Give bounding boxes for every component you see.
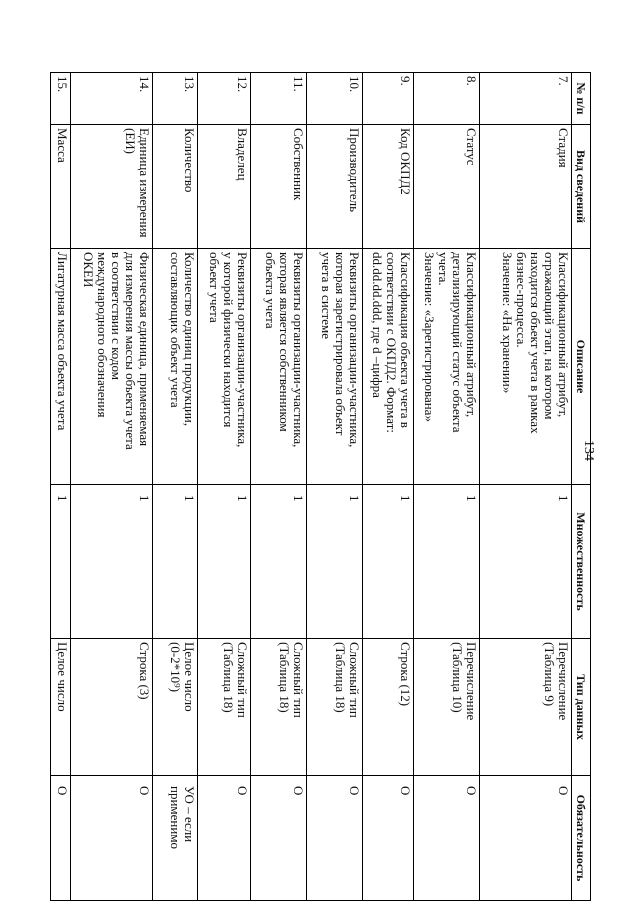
cell-data-type: [197, 639, 251, 776]
cell-num: 10.: [307, 73, 363, 125]
cell-description-line: детализирующий статус объекта: [450, 252, 466, 433]
cell-data-type: [480, 639, 572, 776]
cell-data-type: [362, 639, 413, 776]
attributes-table: [50, 72, 591, 901]
header-description: Описание: [572, 249, 591, 485]
cell-kind: Количество: [152, 125, 197, 249]
cell-data-type: [307, 639, 363, 776]
cell-description-line: у которой физически находится: [221, 252, 237, 428]
table-row: [197, 73, 251, 901]
cell-data-type-line: Сложный тип: [235, 642, 251, 718]
table-row: [152, 73, 197, 901]
cell-multiplicity: 1: [307, 485, 363, 639]
cell-description-line: Значение: «Зарегистрирована»: [422, 252, 438, 422]
cell-multiplicity: 1: [71, 485, 153, 639]
cell-num: 14.: [71, 73, 153, 125]
cell-description-line: Физическая единица, применяемая: [136, 252, 152, 447]
cell-required: [307, 776, 363, 901]
cell-multiplicity: 1: [414, 485, 480, 639]
cell-data-type-line: Сложный тип: [346, 642, 362, 718]
cell-data-type-line: Строка (3): [136, 642, 152, 700]
cell-required-line: О: [136, 786, 152, 796]
cell-required-line: УО – если: [181, 786, 197, 843]
cell-kind: Код ОКПД2: [362, 125, 413, 249]
cell-num: 8.: [414, 73, 480, 125]
cell-data-type-line: (Таблица 9): [541, 642, 557, 707]
cell-description-line: Реквизиты организации-участника,: [346, 252, 362, 448]
cell-description-line: бизнес-процесса.: [513, 252, 529, 348]
cell-description-line: для измерения массы объекта учета: [122, 252, 138, 450]
cell-kind: Владелец: [197, 125, 251, 249]
cell-multiplicity: 1: [197, 485, 251, 639]
cell-description-line: международного обозначения: [94, 252, 110, 418]
cell-required: [152, 776, 197, 901]
cell-num: 15.: [51, 73, 71, 125]
cell-num: 7.: [480, 73, 572, 125]
cell-kind: Собственник: [251, 125, 307, 249]
cell-multiplicity: 1: [152, 485, 197, 639]
cell-description-line: Значение: «На хранении»: [499, 252, 515, 394]
header-required: Обязательность: [572, 776, 591, 901]
table-row: [362, 73, 413, 901]
cell-description: [51, 249, 71, 485]
cell-description-line: Количество единиц продукции,: [181, 252, 197, 427]
cell-description-line: отражающий этап, на котором: [541, 252, 557, 420]
cell-data-type-line: Перечисление: [556, 642, 571, 721]
cell-description: [362, 249, 413, 485]
cell-description-line: учета в системе: [318, 252, 334, 340]
cell-data-type: [51, 639, 71, 776]
cell-num: 11.: [251, 73, 307, 125]
cell-data-type: [152, 639, 197, 776]
cell-kind: Единица измерения (ЕИ): [71, 125, 153, 249]
cell-description-line: Реквизиты организации-участника,: [235, 252, 251, 448]
cell-num: 9.: [362, 73, 413, 125]
cell-data-type: [71, 639, 153, 776]
table-header-row: [572, 73, 591, 901]
cell-num: 12.: [197, 73, 251, 125]
cell-data-type-line: Перечисление: [464, 642, 480, 721]
cell-required: [414, 776, 480, 901]
cell-kind: Масса: [51, 125, 71, 249]
cell-multiplicity: 1: [362, 485, 413, 639]
cell-data-type-line: Целое число: [55, 642, 71, 712]
cell-description-line: Классификация объекта учета в: [398, 252, 414, 428]
cell-required-line: применимо: [167, 786, 183, 850]
cell-description: [71, 249, 153, 485]
cell-required-line: О: [346, 786, 362, 796]
cell-data-type-line: Строка (12): [398, 642, 414, 707]
cell-description-line: находится объект учета в рамках: [527, 252, 543, 434]
table-row: [307, 73, 363, 901]
cell-num: 13.: [152, 73, 197, 125]
cell-description-line: объект учета: [207, 252, 223, 323]
cell-description-line: Реквизиты организации-участника,: [291, 252, 307, 448]
table-row: [51, 73, 71, 901]
cell-description-line: dd.dd.dd.ddd, где d –цифра: [370, 252, 386, 398]
cell-description-line: соответствии с ОКПД2. Формат:: [384, 252, 400, 433]
cell-description-line: ОКЕИ: [80, 252, 96, 288]
table-row: [251, 73, 307, 901]
table-row: [414, 73, 480, 901]
cell-multiplicity: 1: [51, 485, 71, 639]
cell-required-line: О: [464, 786, 480, 796]
header-data-type: Тип данных: [572, 639, 591, 776]
cell-description-line: в соответствии с кодом: [108, 252, 124, 380]
cell-data-type: [251, 639, 307, 776]
cell-description: [480, 249, 572, 485]
cell-required: [51, 776, 71, 901]
cell-required-line: О: [55, 786, 71, 796]
header-kind: Вид сведений: [572, 125, 591, 249]
cell-multiplicity: 1: [480, 485, 572, 639]
cell-required: [251, 776, 307, 901]
cell-data-type-line: (Таблица 18): [332, 642, 348, 713]
cell-description-line: учета.: [436, 252, 452, 286]
header-multiplicity: Множественность: [572, 485, 591, 639]
cell-required-line: О: [398, 786, 414, 796]
cell-description-line: Классификационный атрибут,: [464, 252, 480, 418]
cell-description-line: Лигатурная масса объекта учета: [55, 252, 71, 431]
cell-data-type-line: (Таблица 10): [450, 642, 466, 713]
cell-description: [251, 249, 307, 485]
cell-kind: Статус: [414, 125, 480, 249]
cell-data-type: [414, 639, 480, 776]
cell-data-type-line: Целое число: [181, 642, 197, 712]
cell-data-type-line: (0-2*10⁹): [167, 642, 183, 693]
cell-description-line: объекта учета: [263, 252, 279, 329]
cell-data-type-line: (Таблица 18): [221, 642, 237, 713]
cell-description: [307, 249, 363, 485]
cell-multiplicity: 1: [251, 485, 307, 639]
cell-description-line: которая зарегистрировала объект: [332, 252, 348, 436]
cell-required: [197, 776, 251, 901]
cell-required-line: О: [291, 786, 307, 796]
cell-data-type-line: Сложный тип: [291, 642, 307, 718]
cell-required-line: О: [235, 786, 251, 796]
cell-description: [414, 249, 480, 485]
cell-required: [480, 776, 572, 901]
page-number: 134: [581, 440, 596, 461]
cell-description: [152, 249, 197, 485]
cell-required: [71, 776, 153, 901]
cell-description-line: Классификационный атрибут,: [556, 252, 571, 418]
rotated-table-container: [50, 72, 591, 900]
cell-description-line: которая является собственником: [277, 252, 293, 432]
cell-data-type-line: (Таблица 18): [277, 642, 293, 713]
cell-description: [197, 249, 251, 485]
cell-kind: Производитель: [307, 125, 363, 249]
cell-required-line: О: [556, 786, 571, 796]
table-row: [480, 73, 572, 901]
header-num: № п/п: [572, 73, 591, 125]
cell-description-line: составляющих объект учета: [167, 252, 183, 408]
table-row: [71, 73, 153, 901]
cell-kind: Стадия: [480, 125, 572, 249]
cell-required: [362, 776, 413, 901]
